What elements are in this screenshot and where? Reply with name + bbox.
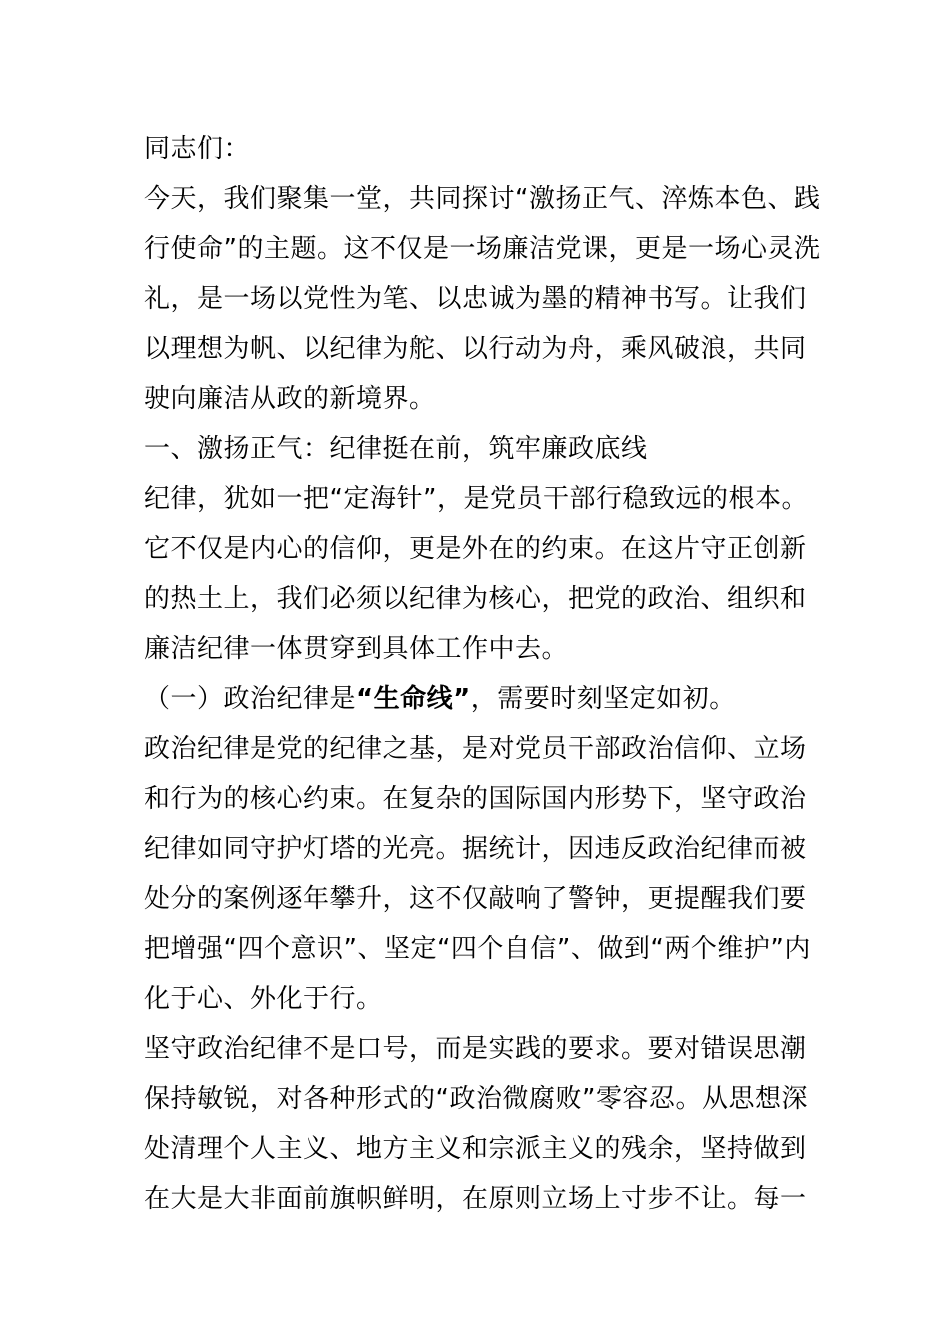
subsection-1-paragraph-2: 坚守政治纪律不是口号，而是实践的要求。要对错误思潮保持敏锐，对各种形式的“政治微腐败”零容忍。从思想深处清理个人主义、地方主义和宗派主义的残余，坚持做到在大是大非面前旗帜鲜明，在原则立场上寸步不让。每一: [144, 1034, 808, 1214]
subsection-1-emphasis: “生命线”: [356, 684, 471, 714]
section-1-paragraph: 纪律，犹如一把“定海针”，是党员干部行稳致远的根本。它不仅是内心的信仰，更是外在的约束。在这片守正创新的热土上，我们必须以纪律为核心，把党的政治、组织和廉洁纪律一体贯穿到具体工作中去。: [144, 484, 808, 664]
subsection-1-suffix: ，需要时刻坚定如初。: [470, 684, 736, 714]
intro-paragraph: 今天，我们聚集一堂，共同探讨“激扬正气、淬炼本色、践行使命”的主题。这不仅是一场廉洁党课，更是一场心灵洗礼，是一场以党性为笔、以忠诚为墨的精神书写。让我们以理想为帆、以纪律为舵、以行动为舟，乘风破浪，共同驶向廉洁从政的新境界。: [144, 184, 821, 414]
section-1-heading: 一、激扬正气：纪律挺在前，筑牢廉政底线: [144, 434, 648, 464]
greeting: 同志们：: [144, 134, 251, 164]
subsection-1-prefix: （一）政治纪律是: [144, 684, 357, 714]
subsection-1-paragraph-1: 政治纪律是党的纪律之基，是对党员干部政治信仰、立场和行为的核心约束。在复杂的国际国内形势下，坚守政治纪律如同守护灯塔的光亮。据统计，因违反政治纪律而被处分的案例逐年攀升，这不仅敲响了警钟，更提醒我们要把增强“四个意识”、坚定“四个自信”、做到“两个维护”内化于心、外化于行。: [144, 734, 811, 1014]
document-body: [144, 124, 824, 1224]
subsection-1-heading: [144, 674, 824, 724]
